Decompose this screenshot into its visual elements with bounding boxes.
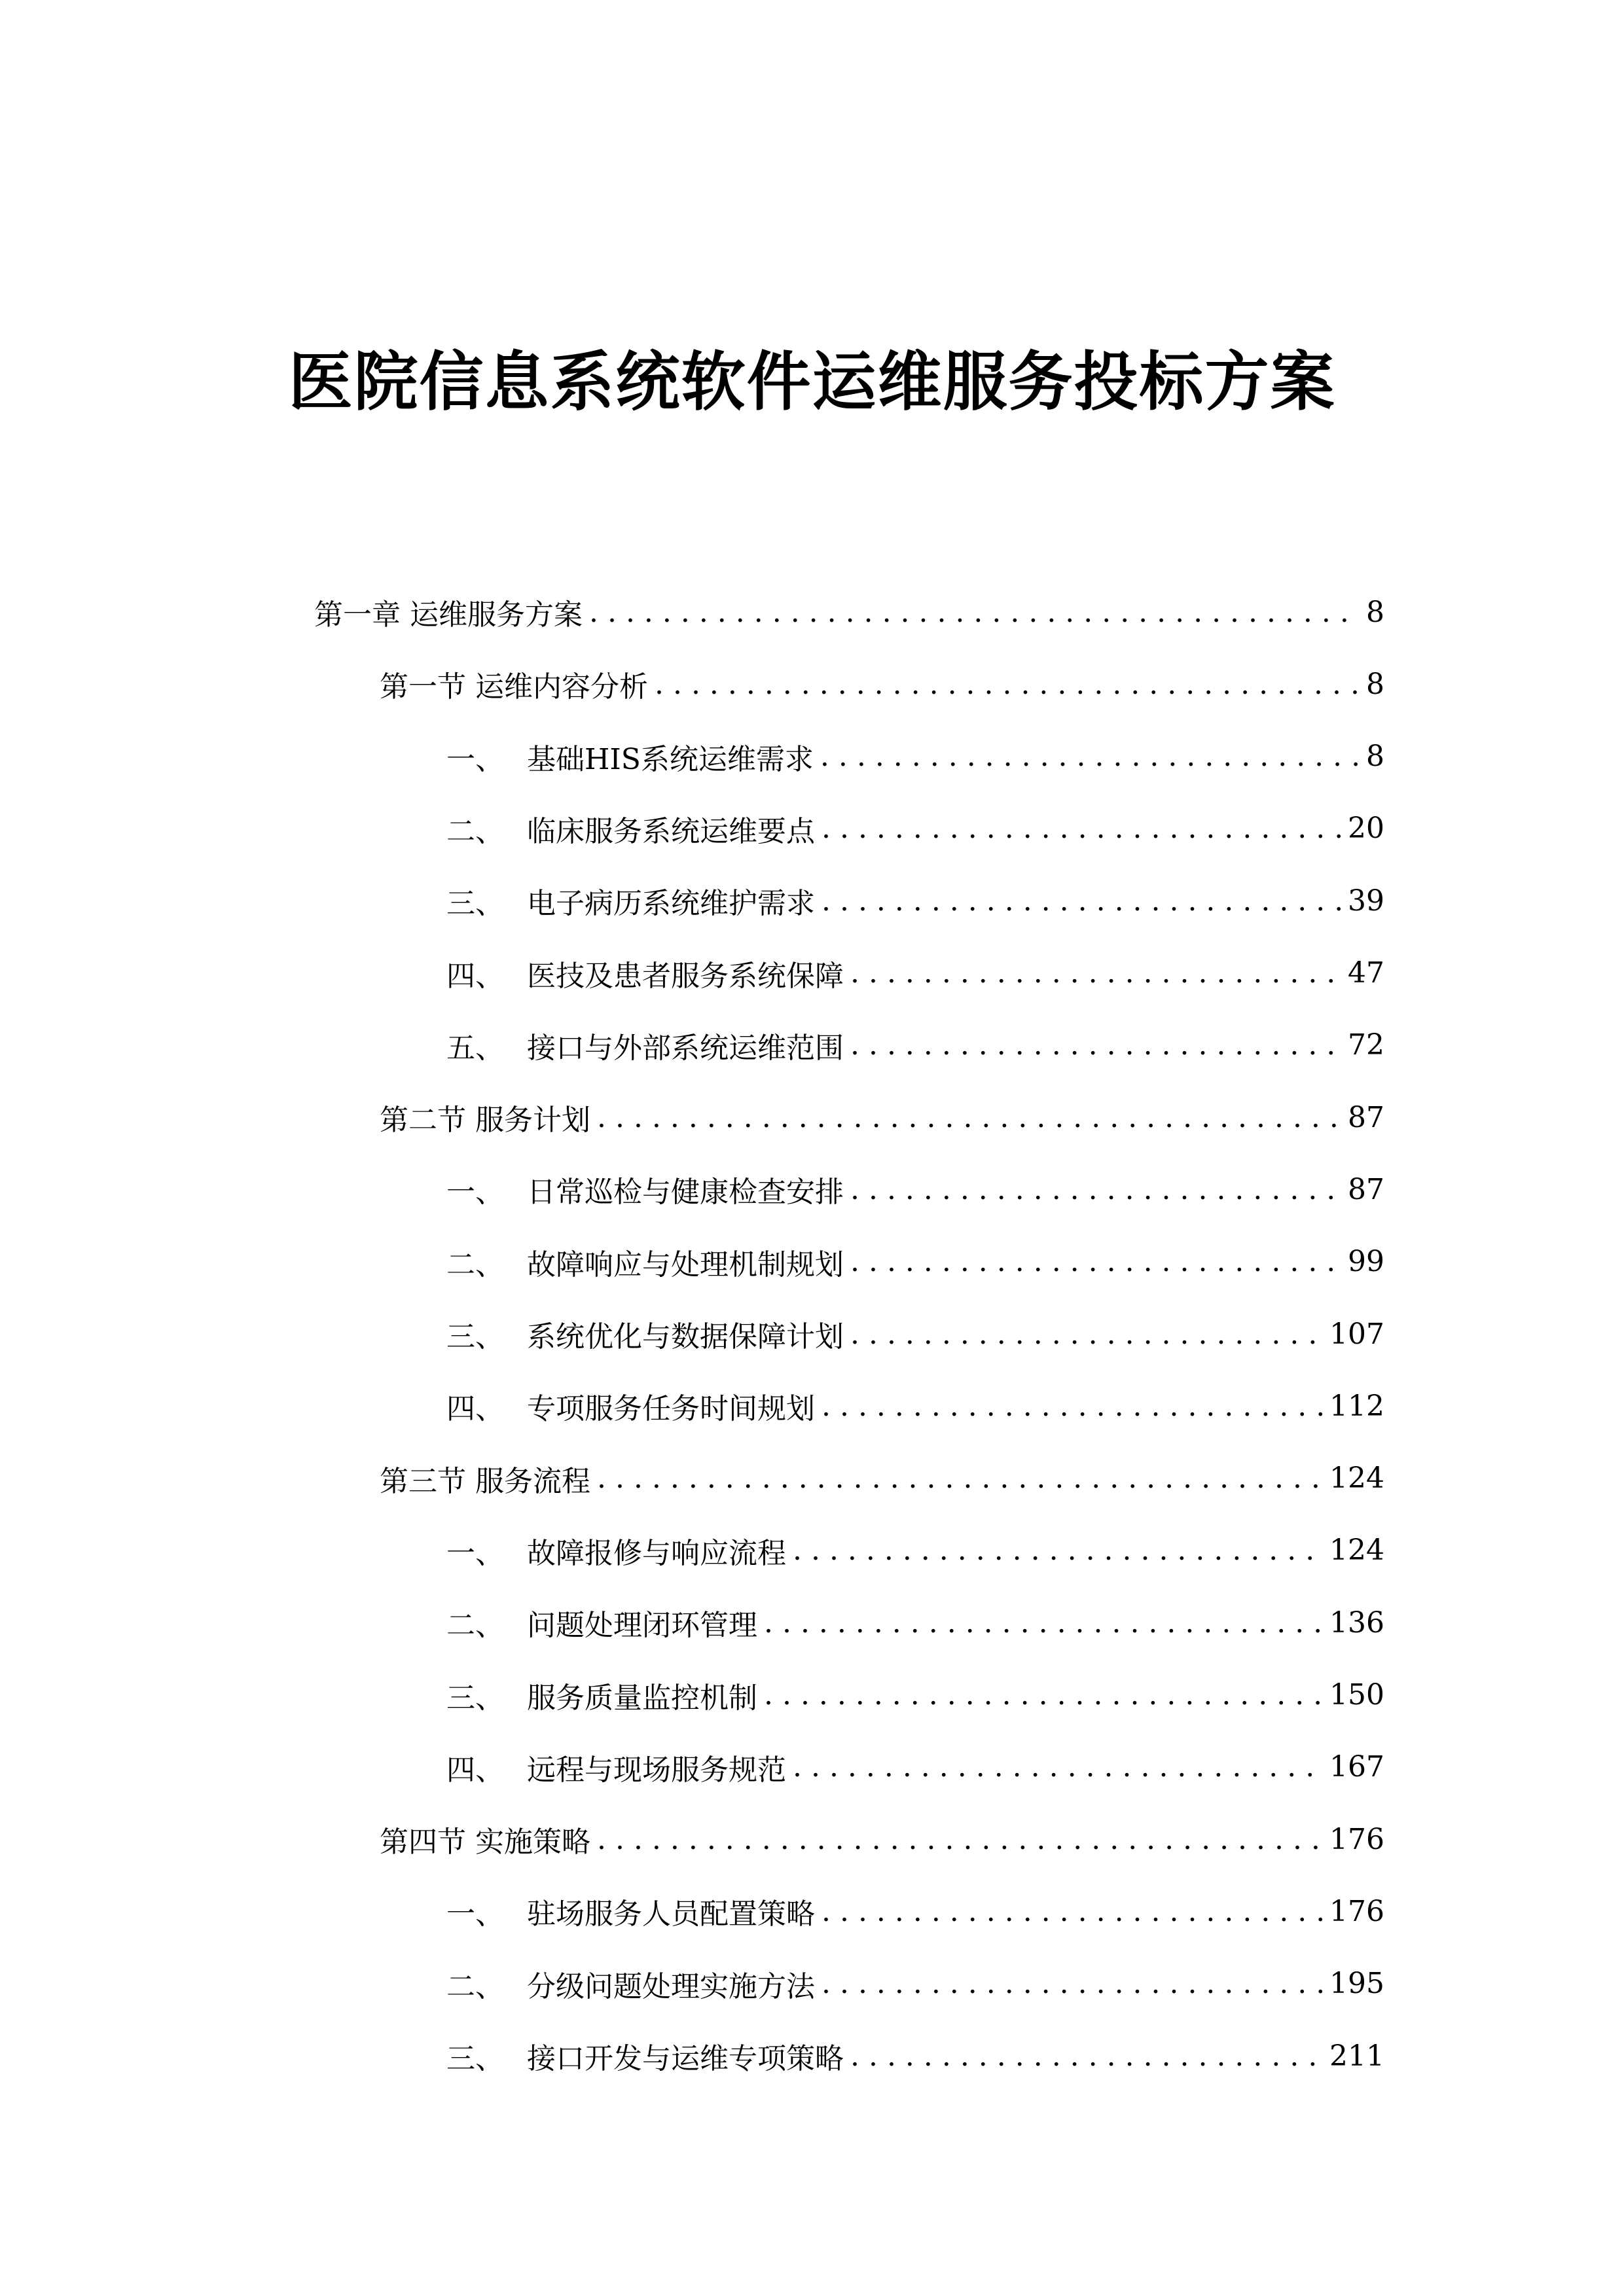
toc-entry-number: 四、 xyxy=(446,1392,504,1426)
dot-leader xyxy=(793,1750,1323,1784)
toc-entry-page: 87 xyxy=(1348,1172,1384,1206)
toc-entry[interactable] xyxy=(380,651,1384,717)
dot-leader xyxy=(850,956,1341,990)
toc-entry-page: 124 xyxy=(1329,1462,1384,1496)
toc-entry[interactable] xyxy=(446,1373,1384,1439)
toc-entry-label: 日常巡检与健康检查安排 xyxy=(527,1175,844,1210)
toc-entry-label: 故障报修与响应流程 xyxy=(527,1536,786,1570)
toc-entry-number: 二、 xyxy=(446,1969,504,2003)
toc-entry-number: 三、 xyxy=(446,1681,504,1715)
dot-leader xyxy=(597,1823,1323,1856)
toc-entry-label: 驻场服务人员配置策略 xyxy=(527,1897,815,1931)
toc-entry[interactable] xyxy=(446,1662,1384,1728)
dot-leader xyxy=(821,812,1341,845)
toc-entry-page: 8 xyxy=(1366,595,1384,629)
toc-entry-page: 176 xyxy=(1329,1894,1384,1928)
dot-leader xyxy=(655,668,1360,701)
toc-entry-page: 20 xyxy=(1348,812,1384,846)
dot-leader xyxy=(850,1245,1341,1278)
toc-entry-label: 第三节 服务流程 xyxy=(380,1464,590,1498)
dot-leader xyxy=(597,1462,1323,1495)
toc-entry-label: 专项服务任务时间规划 xyxy=(527,1392,815,1426)
toc-entry-label: 故障响应与处理机制规划 xyxy=(527,1247,844,1282)
dot-leader xyxy=(821,1895,1323,1928)
toc-entry-page: 167 xyxy=(1329,1750,1384,1784)
toc-entry-number: 一、 xyxy=(446,1897,504,1931)
toc-entry-label: 远程与现场服务规范 xyxy=(527,1753,786,1787)
toc-entry[interactable] xyxy=(446,2023,1384,2089)
toc-entry-label: 第一节 运维内容分析 xyxy=(380,670,648,704)
toc-entry-label: 第二节 服务计划 xyxy=(380,1103,590,1138)
toc-entry[interactable] xyxy=(446,1157,1384,1222)
toc-entry-number: 一、 xyxy=(446,1175,504,1210)
toc-entry-number: 二、 xyxy=(446,1247,504,1282)
toc-entry-label: 问题处理闭环管理 xyxy=(527,1609,757,1643)
toc-entry[interactable] xyxy=(446,1301,1384,1367)
toc-entry-number: 三、 xyxy=(446,887,504,921)
toc-entry-label: 电子病历系统维护需求 xyxy=(527,887,815,921)
toc-entry-label: 接口开发与运维专项策略 xyxy=(527,2042,844,2075)
toc-entry-number: 一、 xyxy=(446,1536,504,1570)
toc-entry[interactable] xyxy=(446,724,1384,789)
toc-entry-page: 39 xyxy=(1348,884,1384,918)
dot-leader xyxy=(820,740,1360,773)
toc-entry-page: 211 xyxy=(1329,2039,1384,2073)
toc-entry-label: 第四节 实施策略 xyxy=(380,1825,590,1859)
dot-leader xyxy=(764,1678,1323,1712)
toc-entry-page: 107 xyxy=(1329,1317,1384,1351)
dot-leader xyxy=(764,1606,1323,1640)
toc-entry[interactable] xyxy=(446,1590,1384,1655)
toc-entry-number: 五、 xyxy=(446,1031,504,1065)
dot-leader xyxy=(850,1028,1341,1062)
toc-entry-page: 8 xyxy=(1366,740,1384,774)
toc-entry-label: 第一章 运维服务方案 xyxy=(314,598,583,632)
toc-entry-page: 176 xyxy=(1329,1822,1384,1856)
dot-leader xyxy=(821,1967,1323,2000)
toc-entry-number: 四、 xyxy=(446,959,504,993)
toc-entry-page: 99 xyxy=(1348,1245,1384,1279)
toc-entry-label: 临床服务系统运维要点 xyxy=(527,814,815,848)
dot-leader xyxy=(821,1390,1323,1423)
toc-entry-page: 47 xyxy=(1348,956,1384,990)
toc-entry[interactable] xyxy=(446,941,1384,1006)
toc-entry[interactable] xyxy=(446,796,1384,861)
toc-entry-page: 87 xyxy=(1348,1100,1384,1134)
toc-entry[interactable] xyxy=(380,1806,1384,1872)
toc-entry[interactable] xyxy=(446,1013,1384,1078)
toc-entry-page: 136 xyxy=(1329,1605,1384,1640)
toc-entry-label: 医技及患者服务系统保障 xyxy=(527,959,844,993)
toc-entry[interactable] xyxy=(314,579,1384,645)
toc-entry-page: 124 xyxy=(1329,1534,1384,1568)
toc-entry-page: 112 xyxy=(1329,1389,1384,1423)
toc-entry-page: 195 xyxy=(1329,1967,1384,2001)
toc-entry-number: 二、 xyxy=(446,1609,504,1643)
dot-leader xyxy=(793,1534,1323,1567)
dot-leader xyxy=(589,596,1360,629)
toc-entry-number: 一、 xyxy=(446,742,504,776)
toc-entry-label: 服务质量监控机制 xyxy=(527,1681,757,1715)
toc-entry[interactable] xyxy=(446,1518,1384,1583)
toc-entry-page: 72 xyxy=(1348,1028,1384,1062)
toc-entry-number: 二、 xyxy=(446,814,504,848)
dot-leader xyxy=(821,884,1341,918)
dot-leader xyxy=(597,1101,1341,1134)
toc-entry-label: 分级问题处理实施方法 xyxy=(527,1969,815,2003)
dot-leader xyxy=(850,1318,1323,1351)
toc-entry[interactable] xyxy=(446,1734,1384,1800)
toc-entry-page: 150 xyxy=(1329,1678,1384,1712)
toc-entry[interactable] xyxy=(446,868,1384,933)
toc-entry[interactable] xyxy=(446,1951,1384,2017)
toc-entry-label: 接口与外部系统运维范围 xyxy=(527,1031,844,1065)
toc-entry[interactable] xyxy=(446,1878,1384,1944)
toc-entry-number: 四、 xyxy=(446,1753,504,1787)
toc-entry[interactable] xyxy=(446,1229,1384,1295)
toc-entry-page: 8 xyxy=(1366,667,1384,701)
toc-entry-number: 三、 xyxy=(446,1320,504,1354)
document-title: 医院信息系统软件运维服务投标方案 xyxy=(288,345,1336,420)
dot-leader xyxy=(850,2039,1323,2073)
toc-entry[interactable] xyxy=(380,1085,1384,1150)
toc-entry-number: 三、 xyxy=(446,2042,504,2075)
toc-entry-label: 基础HIS系统运维需求 xyxy=(527,742,814,776)
toc-entry-label: 系统优化与数据保障计划 xyxy=(527,1320,844,1354)
dot-leader xyxy=(850,1173,1341,1206)
toc-entry[interactable] xyxy=(380,1446,1384,1511)
